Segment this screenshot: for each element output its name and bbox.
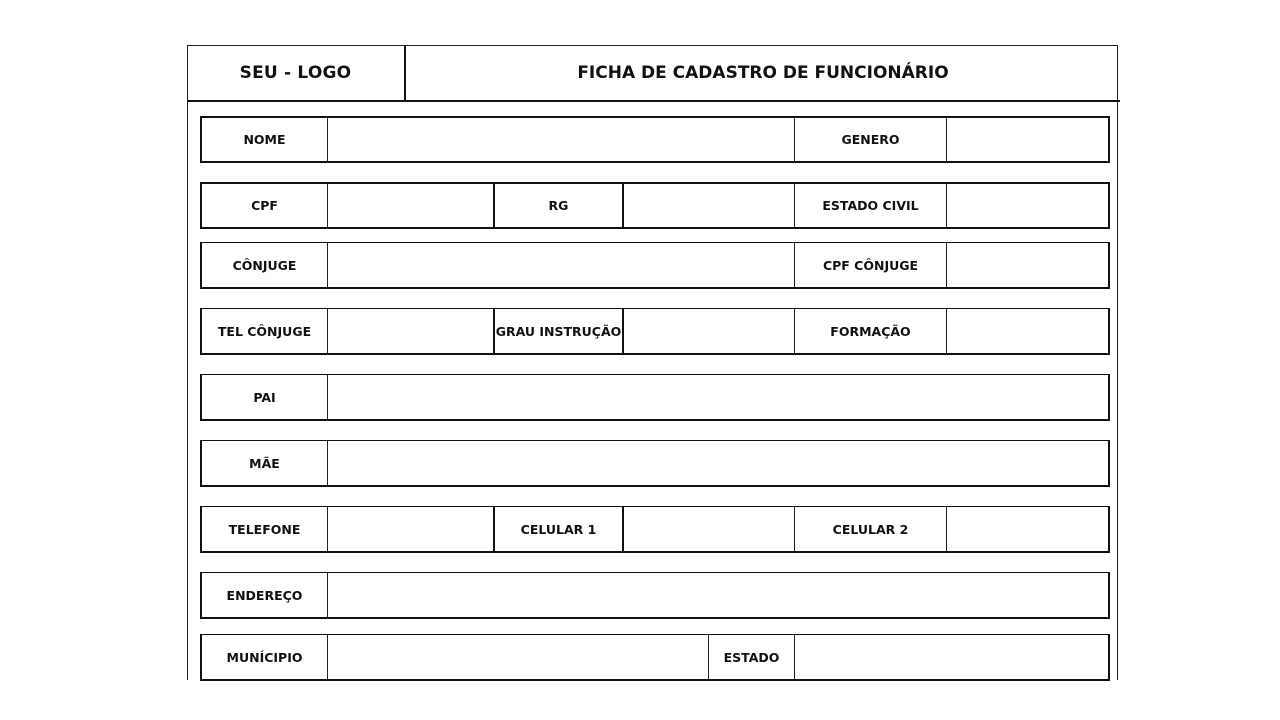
input-mae[interactable] <box>327 441 1108 485</box>
label-estado-civil: ESTADO CIVIL <box>794 184 946 227</box>
label-cpf: CPF <box>251 198 278 213</box>
form-row-telefone <box>200 506 1110 553</box>
input-endereco[interactable] <box>327 573 1108 617</box>
label-mae: MÃE <box>249 455 280 471</box>
input-nome[interactable] <box>327 118 794 161</box>
label-formacao: FORMAÇÃO <box>794 309 946 353</box>
label-grau-instrucao: GRAU INSTRUÇÃO <box>493 309 622 353</box>
form-row-municipio <box>200 634 1110 681</box>
label-municipio: MUNÍCIPIO <box>226 649 303 665</box>
input-grau-instrucao[interactable] <box>622 309 794 353</box>
label-conjuge: CÔNJUGE <box>232 257 297 273</box>
label-rg: RG <box>493 184 622 227</box>
input-celular-2[interactable] <box>946 507 1108 551</box>
input-municipio[interactable] <box>327 635 708 679</box>
input-cpf[interactable] <box>327 184 493 227</box>
form-row-tel-conjuge <box>200 308 1110 355</box>
label-cpf-conjuge: CPF CÔNJUGE <box>794 243 946 287</box>
form-row-cpf <box>200 182 1110 229</box>
label-celular-1: CELULAR 1 <box>493 507 622 551</box>
label-genero: GENERO <box>794 118 946 161</box>
label-nome: NOME <box>243 132 286 147</box>
input-celular-1[interactable] <box>622 507 794 551</box>
form-row-nome <box>200 116 1110 163</box>
input-estado[interactable] <box>794 635 1108 679</box>
input-pai[interactable] <box>327 375 1108 419</box>
input-conjuge[interactable] <box>327 243 794 287</box>
input-formacao[interactable] <box>946 309 1108 353</box>
input-genero[interactable] <box>946 118 1108 161</box>
label-pai: PAI <box>253 389 276 405</box>
label-celular-2: CELULAR 2 <box>794 507 946 551</box>
label-tel-conjuge: TEL CÔNJUGE <box>217 323 312 339</box>
page-title: FICHA DE CADASTRO DE FUNCIONÁRIO <box>577 62 949 83</box>
label-telefone: TELEFONE <box>228 521 301 537</box>
form-row-pai <box>200 374 1110 421</box>
form-row-conjuge <box>200 242 1110 289</box>
label-endereco: ENDEREÇO <box>226 587 303 603</box>
input-estado-civil[interactable] <box>946 184 1108 227</box>
label-estado: ESTADO <box>708 635 794 679</box>
input-cpf-conjuge[interactable] <box>946 243 1108 287</box>
input-telefone[interactable] <box>327 507 493 551</box>
logo-placeholder: SEU - LOGO <box>187 45 406 100</box>
form-header <box>187 45 1120 102</box>
input-rg[interactable] <box>622 184 794 227</box>
input-tel-conjuge[interactable] <box>327 309 493 353</box>
form-row-endereco <box>200 572 1110 619</box>
form-row-mae <box>200 440 1110 487</box>
